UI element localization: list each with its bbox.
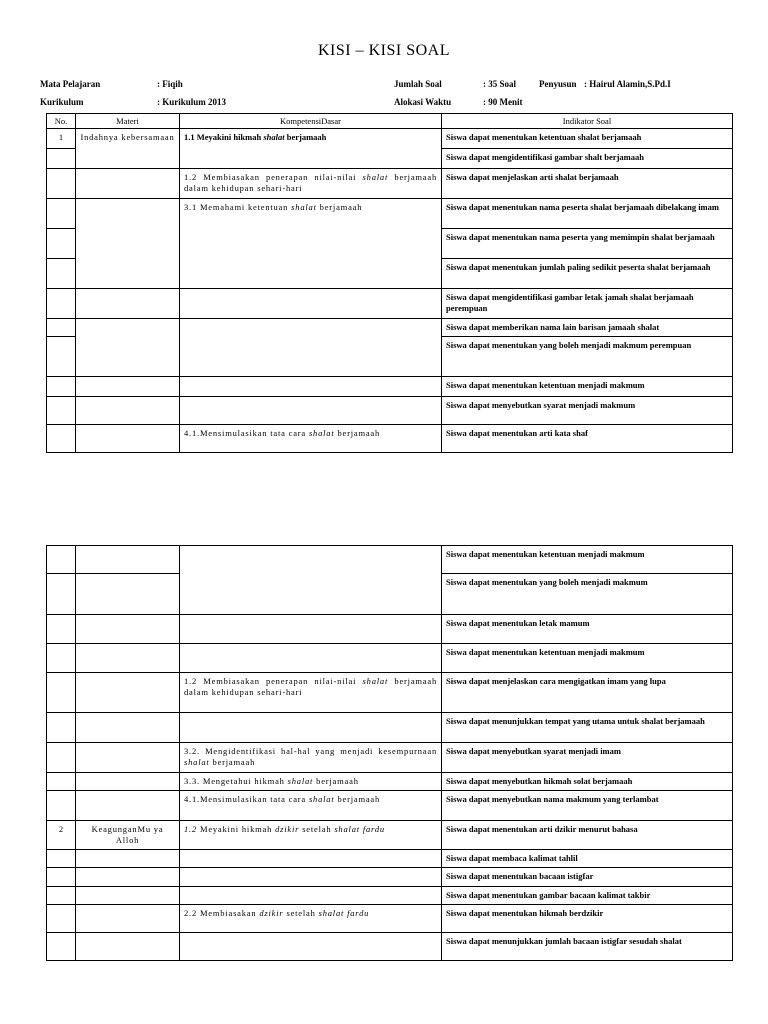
cell-materi: Indahnya kebersamaan	[76, 129, 180, 169]
cell-kd	[180, 397, 442, 425]
table-row	[47, 933, 733, 961]
cell-kd: 3.2. Mengidentifikasi hal-hal yang menjadi kesempurnaan shalat berjamaah	[180, 743, 442, 773]
cell-no	[47, 886, 76, 904]
cell-materi	[76, 546, 180, 574]
table-row	[47, 743, 733, 773]
jumlah-label: Jumlah Soal	[394, 79, 442, 89]
cell-indikator: Siswa dapat menentukan ketentuan menjadi makmum	[442, 546, 733, 574]
cell-materi	[76, 849, 180, 867]
cell-kd: 1.2 Meyakini hikmah dzikir setelah shalat fardu	[180, 821, 442, 849]
cell-no	[47, 318, 76, 336]
cell-materi	[76, 574, 180, 615]
cell-indikator: Siswa dapat menentukan bacaan istigfar	[442, 868, 733, 886]
cell-no	[47, 149, 76, 169]
cell-no	[47, 713, 76, 743]
cell-no	[47, 288, 76, 318]
cell-kd	[180, 318, 442, 376]
cell-indikator: Siswa dapat memberikan nama lain barisan jamaah shalat	[442, 318, 733, 336]
table-row	[47, 849, 733, 867]
cell-indikator: Siswa dapat menyebutkan syarat menjadi imam	[442, 743, 733, 773]
cell-indikator: Siswa dapat menentukan ketentuan menjadi makmum	[442, 377, 733, 397]
cell-no	[47, 743, 76, 773]
cell-indikator: Siswa dapat menyebutkan hikmah solat berjamaah	[442, 772, 733, 790]
table-row	[47, 886, 733, 904]
penyusun-value: : Hairul Alamin,S.Pd.I	[584, 79, 671, 89]
cell-materi	[76, 772, 180, 790]
cell-indikator: Siswa dapat menentukan nama peserta shalat berjamaah dibelakang imam	[442, 198, 733, 228]
cell-no	[47, 337, 76, 377]
cell-indikator: Siswa dapat menyebutkan nama makmum yang terlambat	[442, 791, 733, 821]
cell-no	[47, 868, 76, 886]
table-row	[47, 615, 733, 644]
kisi-table-2	[46, 545, 733, 961]
cell-no: 2	[47, 821, 76, 849]
cell-kd	[180, 868, 442, 886]
table-row	[47, 397, 733, 425]
cell-kd: 4.1.Mensimulasikan tata cara shalat berjamaah	[180, 791, 442, 821]
kurikulum-value: : Kurikulum 2013	[157, 97, 227, 107]
table-row	[47, 318, 733, 336]
cell-kd	[180, 886, 442, 904]
table-row	[47, 821, 733, 849]
cell-indikator: Siswa dapat menunjukkan tempat yang utama untuk shalat berjamaah	[442, 713, 733, 743]
cell-indikator: Siswa dapat menunjukkan jumlah bacaan istigfar sesudah shalat	[442, 933, 733, 961]
cell-kd: 1.2 Membiasakan penerapan nilai-nilai shalat berjamaah dalam kehidupan sehari-hari	[180, 673, 442, 713]
kisi-table-1	[46, 113, 733, 453]
cell-no	[47, 849, 76, 867]
cell-no: 1	[47, 129, 76, 149]
cell-materi	[76, 868, 180, 886]
cell-no	[47, 791, 76, 821]
cell-indikator: Siswa dapat menentukan yang boleh menjadi makmum	[442, 574, 733, 615]
cell-materi	[76, 198, 180, 288]
cell-materi	[76, 791, 180, 821]
table-row	[47, 546, 733, 574]
cell-materi: KeagunganMu ya Alloh	[76, 821, 180, 849]
header-kd: KompetensiDasar	[180, 114, 442, 129]
cell-no	[47, 574, 76, 615]
cell-indikator: Siswa dapat menentukan nama peserta yang memimpin shalat berjamaah	[442, 228, 733, 258]
cell-no	[47, 905, 76, 933]
jumlah-value: : 35 Soal	[483, 79, 517, 89]
cell-no	[47, 933, 76, 961]
cell-materi	[76, 933, 180, 961]
cell-kd: 4.1.Mensimulasikan tata cara shalat berjamaah	[180, 425, 442, 453]
table-row	[47, 905, 733, 933]
cell-indikator: Siswa dapat menentukan jumlah paling sedikit peserta shalat berjamaah	[442, 258, 733, 288]
cell-kd	[180, 615, 442, 644]
cell-no	[47, 546, 76, 574]
table-row	[47, 198, 733, 228]
header-no: No.	[47, 114, 76, 129]
cell-indikator: Siswa dapat menentukan ketentuan shalat berjamaah	[442, 129, 733, 149]
cell-indikator: Siswa dapat menjelaskan cara mengigatkan imam yang lupa	[442, 673, 733, 713]
cell-indikator: Siswa dapat menentukan yang boleh menjadi makmum perempuan	[442, 337, 733, 377]
mapel-value: : Fiqih	[157, 79, 183, 89]
cell-kd: 1.2 Membiasakan penerapan nilai-nilai shalat berjamaah dalam kehidupan sehari-hari	[180, 169, 442, 199]
cell-indikator: Siswa dapat menentukan hikmah berdzikir	[442, 905, 733, 933]
table-row	[47, 772, 733, 790]
cell-no	[47, 198, 76, 228]
cell-materi	[76, 377, 180, 397]
cell-no	[47, 615, 76, 644]
cell-materi	[76, 615, 180, 644]
cell-kd	[180, 546, 442, 615]
cell-materi	[76, 318, 180, 376]
table-row	[47, 288, 733, 318]
cell-materi	[76, 713, 180, 743]
cell-indikator: Siswa dapat mengidentifikasi gambar letak jamah shalat berjamaah perempuan	[442, 288, 733, 318]
cell-no	[47, 644, 76, 673]
cell-kd: 3.3. Mengetahui hikmah shalat berjamaah	[180, 772, 442, 790]
cell-kd	[180, 849, 442, 867]
cell-materi	[76, 288, 180, 318]
cell-materi	[76, 425, 180, 453]
cell-materi	[76, 397, 180, 425]
cell-kd: 1.1 Meyakini hikmah shalat berjamaah	[180, 129, 442, 169]
cell-no	[47, 377, 76, 397]
table-row	[47, 644, 733, 673]
table-row	[47, 129, 733, 149]
kurikulum-label: Kurikulum	[40, 97, 84, 107]
cell-kd	[180, 933, 442, 961]
cell-no	[47, 397, 76, 425]
cell-indikator: Siswa dapat mengidentifikasi gambar shalt berjamaah	[442, 149, 733, 169]
cell-materi	[76, 644, 180, 673]
cell-materi	[76, 169, 180, 199]
table-row	[47, 791, 733, 821]
cell-indikator: Siswa dapat menjelaskan arti shalat berjamaah	[442, 169, 733, 199]
cell-kd	[180, 644, 442, 673]
table-row	[47, 673, 733, 713]
cell-materi	[76, 743, 180, 773]
table-header-row	[47, 114, 733, 129]
document-title: KISI – KISI SOAL	[318, 42, 450, 59]
cell-no	[47, 673, 76, 713]
cell-no	[47, 169, 76, 199]
table-row	[47, 377, 733, 397]
cell-no	[47, 258, 76, 288]
table-row	[47, 169, 733, 199]
header-indikator: Indikator Soal	[442, 114, 733, 129]
cell-indikator: Siswa dapat menentukan arti kata shaf	[442, 425, 733, 453]
cell-indikator: Siswa dapat menyebutkan syarat menjadi makmum	[442, 397, 733, 425]
cell-materi	[76, 886, 180, 904]
mapel-label: Mata Pelajaran	[40, 79, 101, 89]
header-materi: Materi	[76, 114, 180, 129]
cell-kd	[180, 288, 442, 318]
cell-materi	[76, 673, 180, 713]
table-row	[47, 713, 733, 743]
cell-indikator: Siswa dapat menentukan arti dzikir menurut bahasa	[442, 821, 733, 849]
alokasi-label: Alokasi Waktu	[394, 97, 452, 107]
cell-kd: 3.1 Memahami ketentuan shalat berjamaah	[180, 198, 442, 288]
cell-kd	[180, 377, 442, 397]
penyusun-label: Penyusun	[539, 79, 577, 89]
cell-no	[47, 425, 76, 453]
table-row	[47, 868, 733, 886]
cell-kd: 2.2 Membiasakan dzikir setelah shalat fardu	[180, 905, 442, 933]
cell-materi	[76, 905, 180, 933]
cell-no	[47, 772, 76, 790]
table-row	[47, 425, 733, 453]
cell-indikator: Siswa dapat membaca kalimat tahlil	[442, 849, 733, 867]
cell-kd	[180, 713, 442, 743]
alokasi-value: : 90 Menit	[483, 97, 523, 107]
cell-indikator: Siswa dapat menentukan letak mamum	[442, 615, 733, 644]
cell-indikator: Siswa dapat menentukan gambar bacaan kalimat takbir	[442, 886, 733, 904]
cell-indikator: Siswa dapat menentukan ketentuan menjadi makmum	[442, 644, 733, 673]
cell-no	[47, 228, 76, 258]
